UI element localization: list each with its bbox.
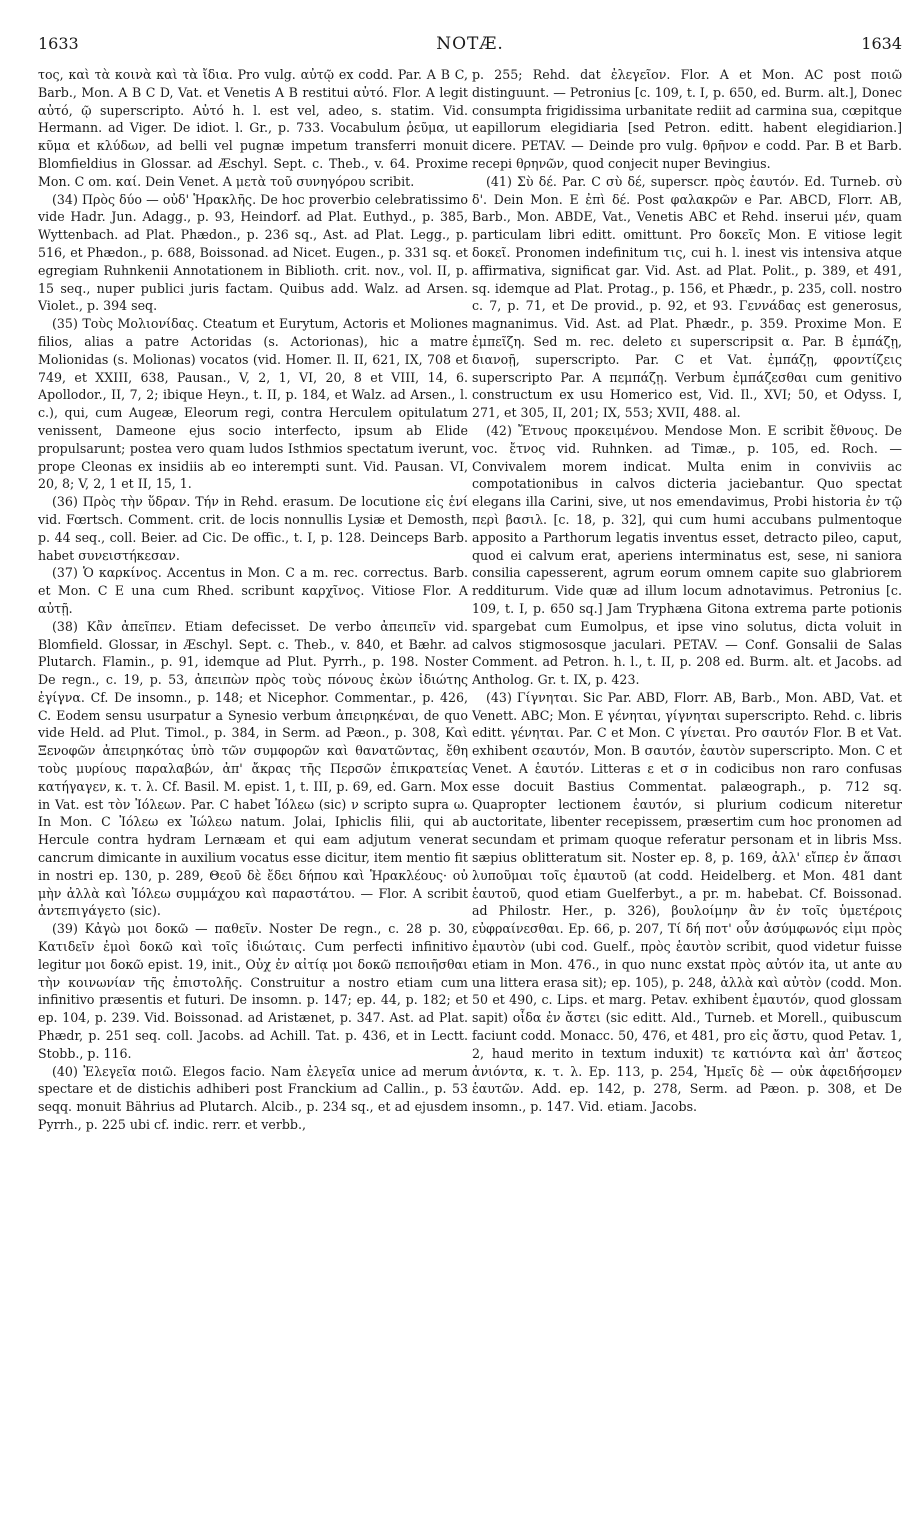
note-paragraph: (43) Γίγνηται. Sic Par. ABD, Florr. AB, Barb., Mon. ABD, Vat. et Venett. ABC; Mon. E γένηται, γίγνηται superscripto. Rehd. c. libris editt. γένηται. Par. C et Mon. C γίνεται. Pro σαυτόν Flor. B et Vat. exhibent σεαυτόν, Mon. B σαυτόν, ἑαυτὸν superscripto. Mon. C et Venet. A ἑαυτόν. Litteras ε et σ in codicibus non raro confusas esse docuit Bastius Commentat. palæograph., p. 712 sq. Quapropter lectionem ἑαυτόν, si plurium codicum niteretur auctoritate, libenter recepissem, præsertim cum hoc pronomen ad secundam et primam quoque referatur personam et in libris Mss. sæpius oblitteratum sit. Noster ep. 8, p. 169, ἀλλ' εἴπερ ἐν ἅπασι λυποῦμαι τοῖς ἐμαυτοῦ (at codd. Heidelberg. et Mon. 481 dant ἑαυτοῦ, quod etiam Guelferbyt., a pr. m. habebat. Cf. Boissonad. ad Philostr. Her., p. 326), βουλοίμην ἂν ἐν τοῖς ὑμετέροις εὐφραίνεσθαι. Ep. 66, p. 207, Τί δή ποτ' οὖν ἀσύμφωνός εἰμι πρὸς ἐμαυτὸν (ubi cod. Guelf., πρὸς ἑαυτὸν scribit, quod videtur fuisse etiam in Mon. 476., in quo nunc exstat πρὸς αὐτόν ita, ut ante αυ una littera erasa sit); ep. 105), p. 248, ἀλλὰ καὶ αὐτὸν (codd. Mon. 50 et 490, c. Lips. et marg. Petav. exhibent ἐμαυτόν, quod glossam sapit) οἶδα ἐν ἄστει (sic editt. Ald., Turneb. et Morell., quibuscum faciunt codd. Monacc. 50, 476, et 481, pro εἰς ἄστυ, quod Petav. 1, 2, haud merito in textum induxit) τε κατιόντα καὶ ἀπ' ἄστεος ἀνιόντα, κ. τ. λ. Ep. 113, p. 254, Ἡμεῖς δὲ — οὐκ ἀφειδήσομεν ἑαυτῶν. Add. ep. 142, p. 278, Serm. ad Pæon. p. 308, et De insomn., p. 147. Vid. etiam. Jacobs. <box>472 689 902 1115</box>
note-paragraph: (39) Κἀγὼ μοι δοκῶ — παθεῖν. Noster De regn., c. 28 p. 30, Κατιδεῖν ἐμοὶ δοκῶ καὶ τοῖς ἰδιώταις. Cum perfecti infinitivo legitur μοι δοκῶ epist. 19, init., Οὐχ ἐν αἰτίᾳ μοι δοκῶ πεποιῆσθαι τὴν κοινωνίαν τῆς ἐπιστολῆς. Construitur a nostro etiam cum infinitivo præsentis et futuri. De insomn. p. 147; ep. 44, p. 182; et ep. 104, p. 239. Vid. Boissonad. ad Aristænet, p. 347. Ast. ad Plat. Phædr, p. 251 seq. coll. Jacobs. ad Achill. Tat. p. 436, et in Lectt. Stobb., p. 116. <box>38 921 468 1061</box>
running-title: NOTÆ. <box>436 34 504 54</box>
note-paragraph: (38) Κἂν ἀπεῖπεν. Etiam defecisset. De verbo ἀπειπεῖν vid. Blomfield. Glossar, in Æschyl. Sept. c. Theb., v. 840, et Bæhr. ad Plutarch. Flamin., p. 91, idemque ad Plut. Pyrrh., p. 198. Noster De regn., c. 19, p. 53, ἀπειπὼν πρὸς τοὺς πόνους ἐκὼν ἰδιώτης ἐγίγνα. Cf. De insomn., p. 148; et Nicephor. Commentar., p. 426, C. Eodem sensu usurpatur a Synesio verbum ἀπειρηκέναι, de quo vide Held. ad Plut. Timol., p. 384, in Serm. ad Pæon., p. 308, Καὶ Ξενοφῶν ἀπειρηκότας ὑπὸ τῶν συμφορῶν καὶ θανατῶντας, ἔθη τοὺς μυρίους παραλαβών, ἀπ' ἄκρας τῆς Περσῶν ἐπικρατείας κατήγαγεν, κ. τ. λ. Cf. Basil. M. epist. 1, t. III, p. 69, ed. Garn. Mox in Vat. est τὸν Ἰόλεων. Par. C habet Ἰόλεω (sic) ν scripto supra ω. In Mon. C Ἰόλεω ex Ἰώλεω natum. Jolai, Iphiclis filii, qui ab Hercule contra hydram Lernæam et qui eam adjutum venerat cancrum dimicante in auxilium vocatus esse dicitur, item mentio fit in nostri ep. 130, p. 289, Θεοῦ δὲ ἔδει δήπου καὶ Ἡρακλέους· οὐ μὴν ἀλλὰ καὶ Ἰόλεω συμμάχου καὶ παραστάτου. — Flor. A scribit ἀντεπιγάγετο (sic). <box>38 618 468 919</box>
note-paragraph: (40) Ἐλεγεῖα ποιῶ. Elegos facio. Nam ἐλεγεῖα unice ad merum spectare et de distichis adhiberi post Franckium ad Callin., p. 53 seqq. monuit Bährius ad Plutarch. Alcib., p. 234 sq., et ad ejusdem Pyrrh., p. 225 ubi cf. indic. rerr. et verbb., <box>38 1063 468 1133</box>
right-column <box>472 66 902 1530</box>
note-paragraph: (34) Πρὸς δύο — οὐδ' Ἡρακλῆς. De hoc proverbio celebratissimo vide Hadr. Jun. Adagg., p. 93, Heindorf. ad Plat. Euthyd., p. 385, Wyttenbach. ad Plat. Phædon., p. 236 sq., Ast. ad Plat. Legg., p. 516, et Phædon., p. 688, Boissonad. ad Nicet. Eugen., p. 331 sq. et egregiam Ruhnkenii Annotationem in Biblioth. crit. nov., vol. II, p. 15 seq., nuper publici juris factam. Quibus add. Walz. ad Arsen. Violet., p. 394 seq. <box>38 191 468 314</box>
note-paragraph: p. 255; Rehd. dat ἐλεγεῖον. Flor. A et Mon. AC post ποιῶ distinguunt. — Petronius [c. 109, t. I, p. 650, ed. Burm. alt.], Donec consumpta frigidissima urbanitate rediit ad carmina sua, cœpitque eapillorum elegidiaria [sed Petron. editt. habent elegidiarion.] dicere. PETAV. — Deinde pro vulg. θρῆνον e codd. Par. B et Barb. recepi θρηνῶν, quod conjecit nuper Bevingius. <box>472 67 902 171</box>
note-paragraph: (41) Σὺ δέ. Par. C σὺ δέ, superscr. πρὸς ἑαυτόν. Ed. Turneb. σὺ δ'. Dein Mon. E ἐπὶ δέ. Post φαλακρῶν e Par. ABCD, Florr. AB, Barb., Mon. ABDE, Vat., Venetis ABC et Rehd. inserui μέν, quam particulam libri editt. omittunt. Pro δοκεῖς Mon. E vitiose legit δοκεῖ. Pronomen indefinitum τις, cui h. l. inest vis intensiva atque affirmativa, significat gar. Vid. Ast. ad Plat. Polit., p. 389, et 491, sq. idemque ad Plat. Protag., p. 156, et Phædr., p. 235, coll. nostro c. 7, p. 71, et De provid., p. 92, et 93. Γεννάδας est generosus, magnanimus. Vid. Ast. ad Plat. Phædr., p. 359. Proxime Mon. E ἐμπεῖζη. Sed m. rec. deleto ει superscripsit α. Par. B ἐμπάζῃ, διανοῇ, superscripto. Par. C et Vat. ἐμπάζῃ, φροντίζεις superscripto Par. A πεμπάζῃ. Verbum ἐμπάζεσθαι cum genitivo constructum ex usu Homerico est, Vid. Il., XVI; 50, et Odyss. I, 271, et 305, II, 201; IX, 553; XVII, 488. al. <box>472 173 902 421</box>
note-paragraph: (36) Πρὸς τὴν ὕδραν. Τήν in Rehd. erasum. De locutione εἰς ἑνί vid. Fœrtsch. Comment. crit. de locis nonnullis Lysiæ et Demosth, p. 44 seq., coll. Beier. ad Cic. De offic., t. I, p. 128. Deinceps Barb. habet συνειστήκεσαν. <box>38 494 468 563</box>
note-paragraph: (35) Τοὺς Μολιονίδας. Cteatum et Eurytum, Actoris et Moliones filios, alias a patre Actoridas (s. Actorionas), hic a matre Molionidas (s. Molionas) vocatos (vid. Homer. Il. II, 621, IX, 708 et 749, et XXIII, 638, Pausan., V, 2, 1, VI, 20, 8 et VIII, 14, 6. Apollodor., II, 7, 2; ibique Heyn., t. II, p. 184, et Walz. ad Arsen., l. c.), qui, cum Augeæ, Eleorum regi, contra Herculem opitulatum venissent, Dameone ejus socio interfecto, ipsum ab Elide propulsarunt; postea vero quam ludos Isthmios spectatum iverunt, prope Cleonas ex insidiis ab eo interempti sunt. Vid. Pausan. VI, 20, 8; V, 2, 1 et II, 15, 1. <box>38 316 468 492</box>
left-column <box>38 66 468 1530</box>
right-page-number: 1634 <box>861 34 902 53</box>
note-paragraph: (37) Ὁ καρκίνος. Accentus in Mon. C a m. rec. correctus. Barb. et Mon. C E una cum Rhed. scribunt καρχῖνος. Vitiose Flor. A αὐτῇ. <box>38 565 468 616</box>
note-paragraph: τος, καὶ τὰ κοινὰ καὶ τὰ ἴδια. Pro vulg. αὐτῷ ex codd. Par. A B C, Barb., Mon. A B C D, Vat. et Venetis A B restitui αὐτό. Flor. A legit αὐτό, ῷ superscripto. Αὐτό h. l. est vel, adeo, s. statim. Vid. Hermann. ad Viger. De idiot. l. Gr., p. 733. Vocabulum ῥεῦμα, ut κῦμα et κλύδων, ad belli vel pugnæ impetum transferri monuit Blomfieldius in Glossar. ad Æschyl. Sept. c. Theb., v. 64. Proxime Mon. C om. καί. Dein Venet. A μετὰ τοῦ συνηγόρου scribit. <box>38 67 468 189</box>
left-page-number: 1633 <box>38 34 79 53</box>
note-paragraph: (42) Ἔτνους προκειμένου. Mendose Mon. E scribit ἔθνους. De voc. ἔτνος vid. Ruhnken. ad Timæ., p. 105, ed. Roch. — Convivalem morem indicat. Multa enim in conviviis ac compotationibus in calvos dicteria jaciebantur. Quo spectat elegans illa Carini, sive, ut nos emendavimus, Probi historia ἐν τῷ περὶ βασιλ. [c. 18, p. 32], qui cum humi accubans pulmentoque apposito a Parthorum legatis inventus esset, detracto pileo, caput, quod ei calvum erat, aperiens interminatus est, sese, ni saniora consilia capesserent, agrum eorum omnem capite suo glabriorem redditurum. Vide quæ ad illum locum adnotavimus. Petronius [c. 109, t. I, p. 650 sq.] Jam Tryphæna Gitona extrema parte potionis spargebat cum Eumolpus, et ipse vino solutus, dicta voluit in calvos stigmososque jaculari. PETAV. — Conf. Gonsalii de Salas Comment. ad Petron. h. l., t. II, p. 208 ed. Burm. alt. et Jacobs. ad Antholog. Gr. t. IX, p. 423. <box>472 422 902 688</box>
text-columns <box>38 66 902 1530</box>
page-header <box>38 34 902 56</box>
